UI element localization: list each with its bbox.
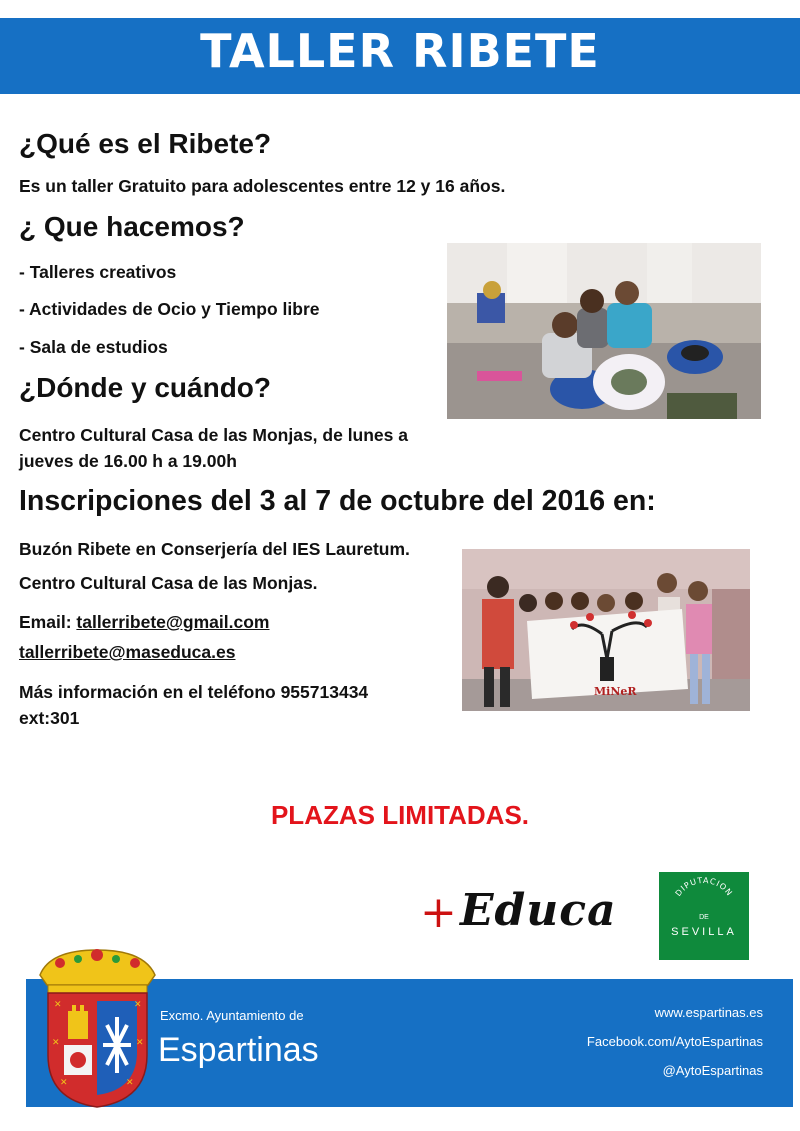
phone-line-1: Más información en el teléfono 955713434: [19, 682, 369, 702]
diputacion-sevilla-logo: [659, 872, 749, 960]
diputacion-de-text: DE: [699, 914, 709, 921]
espartinas-crest-icon: [30, 945, 165, 1110]
footer-town: Espartinas: [158, 1031, 319, 1069]
svg-text:✕: ✕: [52, 1038, 60, 1048]
activity-item: - Sala de estudios: [19, 337, 168, 357]
activity-item: - Talleres creativos: [19, 262, 177, 282]
registration-place-1: Buzón Ribete en Conserjería del IES Lauretum.: [19, 539, 410, 559]
registration-place-2: Centro Cultural Casa de las Monjas.: [19, 573, 318, 593]
educa-plus-glyph: +: [420, 887, 457, 938]
heading-what-we-do: ¿ Que hacemos?: [19, 211, 245, 242]
email-link-maseduca[interactable]: [19, 639, 235, 665]
footer-excmo: Excmo. Ayuntamiento de: [160, 1008, 304, 1023]
photo-tyres-workshop: [447, 243, 761, 419]
where-line-2: jueves de 16.00 h a 19.00h: [19, 451, 237, 471]
diputacion-sevilla-text: SEVILLA: [671, 926, 737, 938]
footer-facebook[interactable]: Facebook.com/AytoEspartinas: [586, 1034, 763, 1049]
educa-word: Educa: [460, 885, 617, 936]
page-title: TALLER RIBETE: [200, 24, 600, 78]
svg-text:✕: ✕: [60, 1078, 68, 1088]
svg-text:✕: ✕: [54, 1000, 62, 1010]
footer-website[interactable]: www.espartinas.es: [654, 1005, 763, 1020]
title-banner: [0, 18, 800, 94]
svg-text:✕: ✕: [126, 1078, 134, 1088]
photo-group-banner: [462, 549, 750, 711]
diputacion-top-text: DIPUTACION: [673, 875, 735, 898]
photo2-banner-text: MiNeR: [594, 685, 637, 698]
email-label: Email:: [19, 612, 77, 632]
limited-places-notice: PLAZAS LIMITADAS.: [270, 800, 530, 830]
svg-text:DIPUTACION: [674, 876, 735, 898]
where-line-1: Centro Cultural Casa de las Monjas, de lunes a: [19, 425, 408, 445]
email-line: [19, 609, 270, 635]
registration-heading: Inscripciones del 3 al 7 de octubre del 2016 en:: [19, 485, 656, 517]
svg-text:✕: ✕: [136, 1038, 144, 1048]
heading-where-when: ¿Dónde y cuándo?: [19, 372, 271, 403]
heading-what-is: ¿Qué es el Ribete?: [19, 128, 272, 159]
what-is-text: Es un taller Gratuito para adolescentes entre 12 y 16 años.: [19, 176, 506, 196]
maseduca-logo: [420, 885, 640, 945]
svg-text:✕: ✕: [134, 1000, 142, 1010]
email-link-gmail[interactable]: tallerribete@gmail.com: [76, 612, 270, 632]
footer-twitter[interactable]: @AytoEspartinas: [662, 1063, 763, 1078]
email-link-maseduca-text[interactable]: tallerribete@maseduca.es: [19, 642, 236, 662]
activity-item: - Actividades de Ocio y Tiempo libre: [19, 299, 320, 319]
phone-line-2: ext:301: [19, 708, 80, 728]
